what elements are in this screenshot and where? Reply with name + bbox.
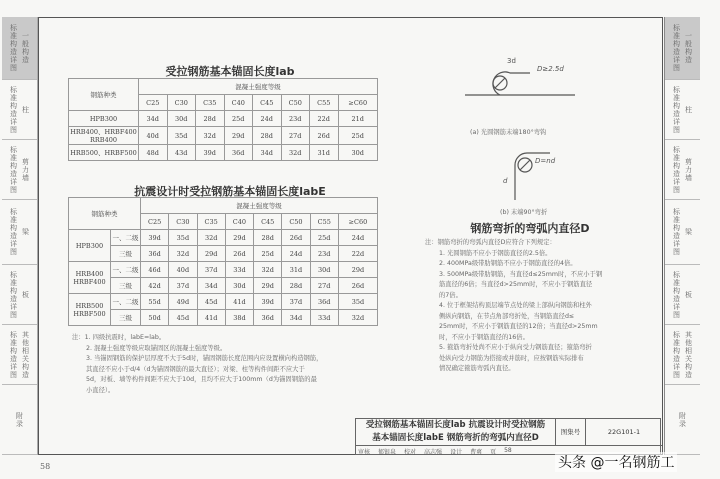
value-cell: 48d <box>139 145 168 161</box>
seismic-level: 一、二级 <box>111 294 141 310</box>
formula-b: D=nd <box>535 157 556 165</box>
atlas-label: 图集号 <box>556 419 586 446</box>
note-line: 5. 箍筋弯折处尚不应小于纵向受力钢筋直径；箍筋弯折 <box>439 344 592 351</box>
sidebar-section[interactable] <box>2 17 37 80</box>
value-cell: 41d <box>225 294 253 310</box>
value-cell: 30d <box>338 145 378 161</box>
grade-header: C35 <box>196 95 225 111</box>
title-block <box>355 418 661 455</box>
grade-header: C25 <box>139 95 168 111</box>
value-cell: 39d <box>196 145 225 161</box>
sidebar-section[interactable] <box>665 325 700 385</box>
value-cell: 50d <box>141 310 169 326</box>
grade-header: C30 <box>167 95 196 111</box>
value-cell: 31d <box>282 262 310 278</box>
value-cell: 34d <box>197 278 225 294</box>
table-row <box>69 111 378 127</box>
value-cell: 27d <box>310 278 338 294</box>
left-notes <box>72 333 362 396</box>
sidebar-section[interactable] <box>2 140 37 200</box>
value-cell: 45d <box>197 294 225 310</box>
sidebar-part: 其他相关构造 <box>21 330 30 379</box>
steel-type: HPB300 <box>69 230 111 262</box>
note-line: 1. 光圆钢筋不应小于钢筋直径的2.5倍。 <box>439 249 552 257</box>
sidebar-section[interactable] <box>665 200 700 265</box>
value-cell: 28d <box>254 230 282 246</box>
type-header: 钢筋种类 <box>69 198 141 230</box>
note-line: 25mm时，不应小于钢筋直径的12倍；当直径d>25mm <box>439 323 598 330</box>
sidebar-part: 板 <box>684 290 693 299</box>
note-line: 处纵向受力钢筋为搭接或并筋时，应按钢筋实际排布 <box>439 354 584 362</box>
check-label: 校对 <box>404 449 417 456</box>
note-line: 3. 500MPa级带肋钢筋，当直径d≤25mm时，不应小于钢 <box>439 270 603 278</box>
note-line: 4. 位于框架结构顶层端节点处的梁上部纵向钢筋和柱外 <box>439 302 592 309</box>
value-cell: 25d <box>338 127 378 145</box>
sidebar-part: 柱 <box>684 105 693 114</box>
value-cell: 25d <box>224 111 253 127</box>
value-cell: 32d <box>197 230 225 246</box>
value-cell: 26d <box>282 230 310 246</box>
grade-header: C40 <box>224 95 253 111</box>
caption-b: (b) 末端90°弯折 <box>500 209 548 216</box>
grade-header: C45 <box>254 214 282 230</box>
seismic-anchorage-table <box>68 197 378 326</box>
designer: 曹爽 <box>470 449 483 456</box>
sidebar-part: 一般构造 <box>21 32 30 64</box>
value-cell: 29d <box>338 262 377 278</box>
grade-header: C30 <box>169 214 197 230</box>
sidebar-label: 标准构造详图 <box>672 330 681 379</box>
value-cell: 22d <box>310 111 339 127</box>
value-cell: 28d <box>253 127 282 145</box>
table-row <box>69 246 378 262</box>
sidebar-label: 标准构造详图 <box>672 270 681 319</box>
note-line: 小直径）。 <box>86 386 115 394</box>
value-cell: 42d <box>141 278 169 294</box>
seismic-level: 一、二级 <box>111 230 141 246</box>
bend-title: 钢筋弯折的弯弧内直径D <box>470 222 590 235</box>
table-row <box>69 294 378 310</box>
page-cell: 58 <box>504 447 512 454</box>
sidebar-part: 板 <box>21 290 30 299</box>
sidebar-label: 标准构造详图 <box>9 208 18 256</box>
value-cell: 36d <box>141 246 169 262</box>
right-sidebar <box>664 17 700 455</box>
value-cell: 24d <box>253 111 282 127</box>
watermark: 头条 @一名钢筋工 <box>555 452 677 472</box>
value-cell: 33d <box>225 262 253 278</box>
value-cell: 35d <box>338 294 377 310</box>
value-cell: 32d <box>281 145 310 161</box>
note-line: 2. 400MPa级带肋钢筋不应小于钢筋直径的4倍。 <box>439 260 577 267</box>
sidebar-section[interactable] <box>2 325 37 385</box>
value-cell: 23d <box>310 246 338 262</box>
value-cell: 22d <box>338 246 377 262</box>
value-cell: 34d <box>139 111 168 127</box>
value-cell: 23d <box>281 111 310 127</box>
value-cell: 36d <box>310 294 338 310</box>
sidebar-section[interactable] <box>665 385 700 455</box>
grade-header: C50 <box>282 214 310 230</box>
sidebar-label: 标准构造详图 <box>9 270 18 319</box>
table-row <box>69 230 378 246</box>
table-row <box>69 310 378 326</box>
design-label: 设计 <box>450 449 463 456</box>
grade-header: C55 <box>310 214 338 230</box>
seismic-level: 三级 <box>111 278 141 294</box>
value-cell: 30d <box>310 262 338 278</box>
value-cell: 27d <box>281 127 310 145</box>
sidebar-part: 其他相关构造 <box>684 330 693 379</box>
sidebar-part: 剪力墙 <box>684 157 693 182</box>
note-line: 3. 当锚固钢筋的保护层厚度不大于5d时，锚固钢筋长度范围内应设置横向构造钢筋， <box>86 355 323 362</box>
steel-type: HRB400 HRBF400 <box>69 262 111 294</box>
sidebar-label: 标准构造详图 <box>9 85 18 134</box>
note-line: 其直径不应小于d/4（d为锚固钢筋的最大直径）；对梁、柱等构件间距不应大于 <box>86 365 305 373</box>
formula-a: D≥2.5d <box>537 65 564 73</box>
table-row <box>69 278 378 294</box>
dim-3d: 3d <box>507 57 516 65</box>
sidebar-part: 梁 <box>684 228 693 236</box>
sidebar-label: 标准构造详图 <box>9 24 18 72</box>
note-line: 侧纵向钢筋，在节点角部弯折处，当钢筋直径d≤ <box>439 312 575 320</box>
grade-header: C40 <box>225 214 253 230</box>
checker: 高志强 <box>424 449 443 456</box>
sidebar-part: 一般构造 <box>684 32 693 64</box>
value-cell: 46d <box>141 262 169 278</box>
value-cell: 45d <box>169 310 197 326</box>
value-cell: 37d <box>282 294 310 310</box>
sidebar-label: 标准构造详图 <box>672 208 681 256</box>
table1-title: 受拉钢筋基本锚固长度lab <box>165 65 295 78</box>
grade-header: ≥C60 <box>338 95 378 111</box>
grade-group-header: 混凝土强度等级 <box>141 198 378 214</box>
value-cell: 35d <box>167 127 196 145</box>
value-cell: 37d <box>197 262 225 278</box>
value-cell: 26d <box>338 278 377 294</box>
atlas-number: 22G101-1 <box>586 419 662 446</box>
value-cell: 39d <box>141 230 169 246</box>
grade-group-header: 混凝土强度等级 <box>139 79 378 95</box>
grade-header: C35 <box>197 214 225 230</box>
table-row <box>69 262 378 278</box>
value-cell: 26d <box>225 246 253 262</box>
sidebar-section[interactable] <box>665 140 700 200</box>
sidebar-part: 柱 <box>21 105 30 114</box>
value-cell: 49d <box>169 294 197 310</box>
caption-a: (a) 光圆钢筋末端180°弯钩 <box>470 129 547 136</box>
left-sidebar <box>2 17 38 455</box>
note-line: 5d，对板、墙等构件间距不应大于10d，且均不应大于100mm（d为锚固钢筋的最 <box>86 376 317 383</box>
value-cell: 41d <box>197 310 225 326</box>
value-cell: 30d <box>225 278 253 294</box>
value-cell: 34d <box>282 310 310 326</box>
steel-type: HRB400、HRBF400 RRB400 <box>70 128 137 144</box>
value-cell: 29d <box>224 127 253 145</box>
sidebar-label: 标准构造详图 <box>9 330 18 379</box>
table-row <box>69 127 378 145</box>
value-cell: 24d <box>338 230 377 246</box>
page-label: 页 <box>490 449 497 456</box>
value-cell: 29d <box>197 246 225 262</box>
value-cell: 55d <box>141 294 169 310</box>
sidebar-label: 标准构造详图 <box>672 24 681 72</box>
value-cell: 25d <box>310 230 338 246</box>
value-cell: 43d <box>167 145 196 161</box>
note-line: 时，不应小于钢筋直径的16倍。 <box>439 333 529 341</box>
title-line-2: 基本锚固长度labE 钢筋弯折的弯弧内直径D <box>372 433 539 443</box>
sidebar-part: 剪力墙 <box>21 157 30 182</box>
sidebar-section[interactable] <box>2 265 37 325</box>
dim-d: d <box>503 177 508 185</box>
value-cell: 28d <box>282 278 310 294</box>
value-cell: 37d <box>169 278 197 294</box>
value-cell: 32d <box>169 246 197 262</box>
value-cell: 26d <box>310 127 339 145</box>
sidebar-section[interactable] <box>2 200 37 265</box>
value-cell: 34d <box>253 145 282 161</box>
value-cell: 21d <box>338 111 378 127</box>
sidebar-section[interactable] <box>2 385 37 455</box>
note-line: 注：1. 四级抗震时，labE=lab。 <box>72 334 166 341</box>
steel-type: HRB500、HRBF500 <box>69 145 139 161</box>
value-cell: 33d <box>310 310 338 326</box>
sidebar-section[interactable] <box>665 265 700 325</box>
sidebar-label: 标准构造详图 <box>672 145 681 194</box>
grade-header: C25 <box>141 214 169 230</box>
note-line: 情况确定箍筋弯弧内直径。 <box>439 365 515 372</box>
value-cell: 40d <box>139 127 168 145</box>
review-label: 审核 <box>358 449 371 456</box>
seismic-level: 三级 <box>111 246 141 262</box>
grade-header: ≥C60 <box>338 214 377 230</box>
sidebar-label: 标准构造详图 <box>9 145 18 194</box>
value-cell: 24d <box>282 246 310 262</box>
title-line-1: 受拉钢筋基本锚固长度lab 抗震设计时受拉钢筋 <box>365 420 546 430</box>
sidebar-section[interactable] <box>665 80 700 140</box>
value-cell: 40d <box>169 262 197 278</box>
steel-type: HRB500 HRBF500 <box>69 294 111 326</box>
note-line: 2. 混凝土强度等级应取锚固区的混凝土强度等级。 <box>86 344 227 352</box>
type-header: 钢筋种类 <box>69 79 139 111</box>
value-cell: 36d <box>254 310 282 326</box>
value-cell: 30d <box>167 111 196 127</box>
sidebar-section[interactable] <box>2 80 37 140</box>
value-cell: 29d <box>254 278 282 294</box>
seismic-level: 一、二级 <box>111 262 141 278</box>
note-line: 筋直径的6倍；当直径d>25mm时，不应小于钢筋直径 <box>439 281 593 288</box>
sidebar-part: 附录 <box>678 411 687 428</box>
value-cell: 38d <box>225 310 253 326</box>
value-cell: 36d <box>224 145 253 161</box>
value-cell: 32d <box>196 127 225 145</box>
grade-header: C45 <box>253 95 282 111</box>
page-number: 58 <box>40 462 51 471</box>
steel-type: HPB300 <box>69 111 139 127</box>
anchorage-table <box>68 78 378 161</box>
grade-header: C50 <box>281 95 310 111</box>
note-line: 注：钢筋弯折的弯弧内直径D应符合下列规定： <box>425 239 556 246</box>
value-cell: 25d <box>254 246 282 262</box>
value-cell: 29d <box>225 230 253 246</box>
value-cell: 39d <box>254 294 282 310</box>
value-cell: 32d <box>338 310 377 326</box>
sidebar-part: 梁 <box>21 228 30 236</box>
sidebar-section[interactable] <box>665 17 700 80</box>
value-cell: 31d <box>310 145 339 161</box>
value-cell: 35d <box>169 230 197 246</box>
value-cell: 32d <box>254 262 282 278</box>
grade-header: C55 <box>310 95 339 111</box>
note-line: 的7倍。 <box>439 291 462 299</box>
value-cell: 28d <box>196 111 225 127</box>
table-row <box>69 145 378 161</box>
table2-title: 抗震设计时受拉钢筋基本锚固长度labE <box>134 185 326 198</box>
right-notes <box>425 238 655 375</box>
seismic-level: 三级 <box>111 310 141 326</box>
sidebar-label: 标准构造详图 <box>672 85 681 134</box>
sidebar-part: 附录 <box>15 411 24 428</box>
reviewer: 郁银泉 <box>378 449 397 456</box>
